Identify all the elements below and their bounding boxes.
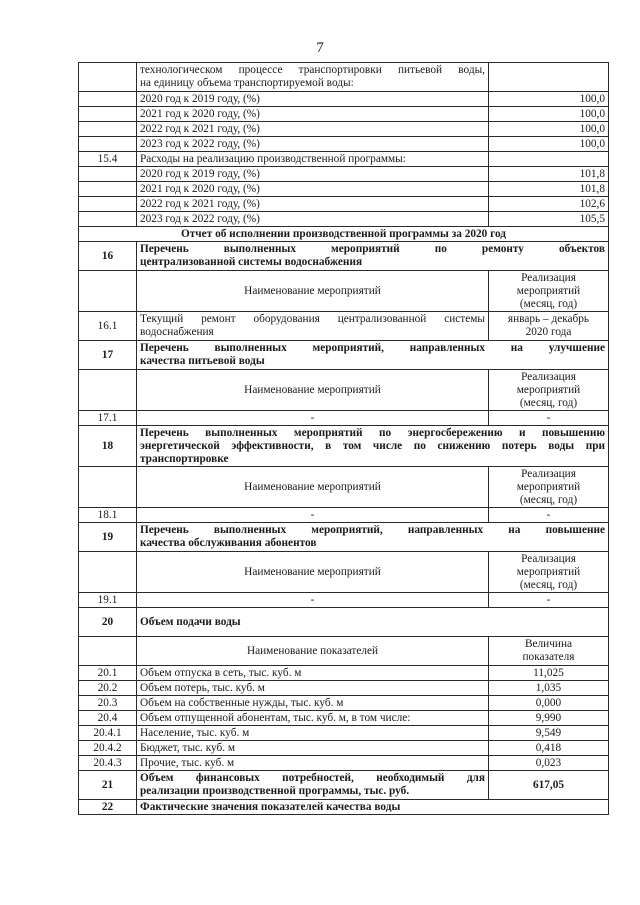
table-row	[79, 63, 609, 92]
column-header: (месяц, год)	[519, 493, 578, 506]
row-number: 20.2	[79, 681, 137, 696]
row-label: 2021 год к 2020 году, (%)	[137, 182, 489, 197]
row-value: январь – декабрь	[507, 313, 590, 325]
table-row	[79, 608, 609, 637]
table-row	[79, 341, 609, 370]
row-value: 0,000	[489, 696, 609, 711]
row-label: 2023 год к 2022 году, (%)	[137, 137, 489, 152]
section-heading: качества обслуживания абонентов	[140, 537, 317, 549]
table-row	[79, 696, 609, 711]
table-row	[79, 426, 609, 467]
table-row	[79, 637, 609, 666]
table-row	[79, 370, 609, 411]
section-heading: Перечень выполненных мероприятий по ремонту объектов	[140, 243, 605, 255]
table-row	[79, 711, 609, 726]
table-row	[79, 242, 609, 271]
column-header: мероприятий	[516, 383, 581, 396]
column-header: мероприятий	[516, 284, 581, 297]
column-header: Наименование мероприятий	[137, 552, 489, 593]
row-label: 2022 год к 2021 году, (%)	[137, 122, 489, 137]
table-row	[79, 800, 609, 815]
row-number: 17.1	[79, 411, 137, 426]
table-row	[79, 107, 609, 122]
table-row	[79, 312, 609, 341]
page-number: 7	[316, 40, 324, 56]
row-value: 1,035	[489, 681, 609, 696]
row-text: Текущий ремонт оборудования централизованной системы	[140, 313, 485, 325]
row-value: 101,8	[489, 167, 609, 182]
row-label: Объем потерь, тыс. куб. м	[137, 681, 489, 696]
row-label: Население, тыс. куб. м	[137, 726, 489, 741]
row-number: 18.1	[79, 508, 137, 523]
row-value: 100,0	[489, 107, 609, 122]
row-number: 20.4.1	[79, 726, 137, 741]
table-row	[79, 467, 609, 508]
row-value: 9,549	[489, 726, 609, 741]
row-number: 15.4	[79, 152, 137, 167]
row-label: Прочие, тыс. куб. м	[137, 756, 489, 771]
row-number: 16	[79, 242, 137, 271]
row-value: 100,0	[489, 122, 609, 137]
row-label: Объем отпуска в сеть, тыс. куб. м	[137, 666, 489, 681]
table-row	[79, 411, 609, 426]
row-label: Объем отпущенной абонентам, тыс. куб. м, в том числе:	[137, 711, 489, 726]
row-number: 16.1	[79, 312, 137, 341]
row-value: -	[137, 508, 489, 523]
section-heading: Отчет об исполнении производственной программы за 2020 год	[79, 227, 609, 242]
column-header: Наименование мероприятий	[137, 271, 489, 312]
section-heading: централизованной системы водоснабжения	[140, 256, 363, 268]
row-label: 2021 год к 2020 году, (%)	[137, 107, 489, 122]
row-value: -	[137, 593, 489, 608]
program-table	[78, 62, 609, 815]
table-row	[79, 741, 609, 756]
table-row	[79, 92, 609, 107]
column-header: (месяц, год)	[519, 297, 578, 310]
row-number: 19	[79, 523, 137, 552]
table-row	[79, 593, 609, 608]
row-number: 20.3	[79, 696, 137, 711]
row-value: 0,023	[489, 756, 609, 771]
table-row	[79, 771, 609, 800]
row-label: Расходы на реализацию производственной программы:	[137, 152, 489, 167]
column-header: Величина	[524, 638, 573, 650]
row-number: 20.4	[79, 711, 137, 726]
section-heading: транспортировке	[140, 452, 229, 465]
row-label: 2023 год к 2022 году, (%)	[137, 212, 489, 227]
row-number: 19.1	[79, 593, 137, 608]
row-value: 0,418	[489, 741, 609, 756]
column-header: (месяц, год)	[519, 578, 578, 591]
table-row	[79, 122, 609, 137]
row-number: 20.4.3	[79, 756, 137, 771]
row-label: 2020 год к 2019 году, (%)	[137, 167, 489, 182]
section-heading: Фактические значения показателей качества воды	[137, 800, 609, 815]
section-heading: Объем финансовых потребностей, необходимый для	[140, 772, 485, 784]
section-heading: Перечень выполненных мероприятий по энергосбережению и повышению	[140, 426, 605, 439]
column-header: Реализация	[521, 552, 576, 565]
row-number: 17	[79, 341, 137, 370]
table-row	[79, 197, 609, 212]
table-row	[79, 508, 609, 523]
table-row	[79, 212, 609, 227]
row-value: 101,8	[489, 182, 609, 197]
table-row	[79, 552, 609, 593]
row-value: -	[137, 411, 489, 426]
row-number: 21	[79, 771, 137, 800]
table-row	[79, 152, 609, 167]
column-header: Реализация	[521, 467, 576, 480]
row-text: технологическом процессе транспортировки питьевой воды,	[140, 64, 485, 76]
row-text: водоснабжения	[140, 326, 214, 338]
table-row	[79, 227, 609, 242]
table-row	[79, 182, 609, 197]
row-label: Бюджет, тыс. куб. м	[137, 741, 489, 756]
row-number: 18	[79, 426, 137, 467]
section-heading: Перечень выполненных мероприятий, направленных на улучшение	[140, 342, 605, 354]
table-row	[79, 726, 609, 741]
section-heading: энергетической эффективности, в том числе по снижению потерь воды при	[140, 439, 605, 452]
column-header: Наименование мероприятий	[137, 370, 489, 411]
column-header: Наименование мероприятий	[137, 467, 489, 508]
table-row	[79, 523, 609, 552]
row-value: 105,5	[489, 212, 609, 227]
column-header: Реализация	[521, 370, 576, 383]
row-label: 2022 год к 2021 году, (%)	[137, 197, 489, 212]
row-value: 9,990	[489, 711, 609, 726]
column-header: (месяц, год)	[519, 396, 578, 409]
table-row	[79, 271, 609, 312]
row-value: -	[489, 411, 609, 426]
row-value: 102,6	[489, 197, 609, 212]
row-label: Объем на собственные нужды, тыс. куб. м	[137, 696, 489, 711]
section-heading: Объем подачи воды	[137, 608, 609, 637]
row-value: 100,0	[489, 137, 609, 152]
row-number: 20.4.2	[79, 741, 137, 756]
row-value: 100,0	[489, 92, 609, 107]
column-header: Наименование показателей	[137, 637, 489, 666]
row-number: 20	[79, 608, 137, 637]
table-row	[79, 681, 609, 696]
table-row	[79, 756, 609, 771]
section-heading: Перечень выполненных мероприятий, направленных на повышение	[140, 524, 605, 536]
row-number: 20.1	[79, 666, 137, 681]
table-row	[79, 167, 609, 182]
column-header: мероприятий	[516, 565, 581, 578]
row-value: -	[489, 593, 609, 608]
column-header: мероприятий	[516, 480, 581, 493]
row-value: -	[489, 508, 609, 523]
row-number: 22	[79, 800, 137, 815]
row-label: 2020 год к 2019 году, (%)	[137, 92, 489, 107]
table-row	[79, 137, 609, 152]
row-value: 2020 года	[525, 326, 572, 338]
section-heading: качества питьевой воды	[140, 355, 265, 367]
row-value: 617,05	[489, 771, 609, 800]
section-heading: реализации производственной программы, тыс. руб.	[140, 785, 410, 797]
table-row	[79, 666, 609, 681]
row-value: 11,025	[489, 666, 609, 681]
column-header: показателя	[522, 651, 575, 663]
row-text: на единицу объема транспортируемой воды:	[140, 77, 354, 89]
column-header: Реализация	[521, 271, 576, 284]
